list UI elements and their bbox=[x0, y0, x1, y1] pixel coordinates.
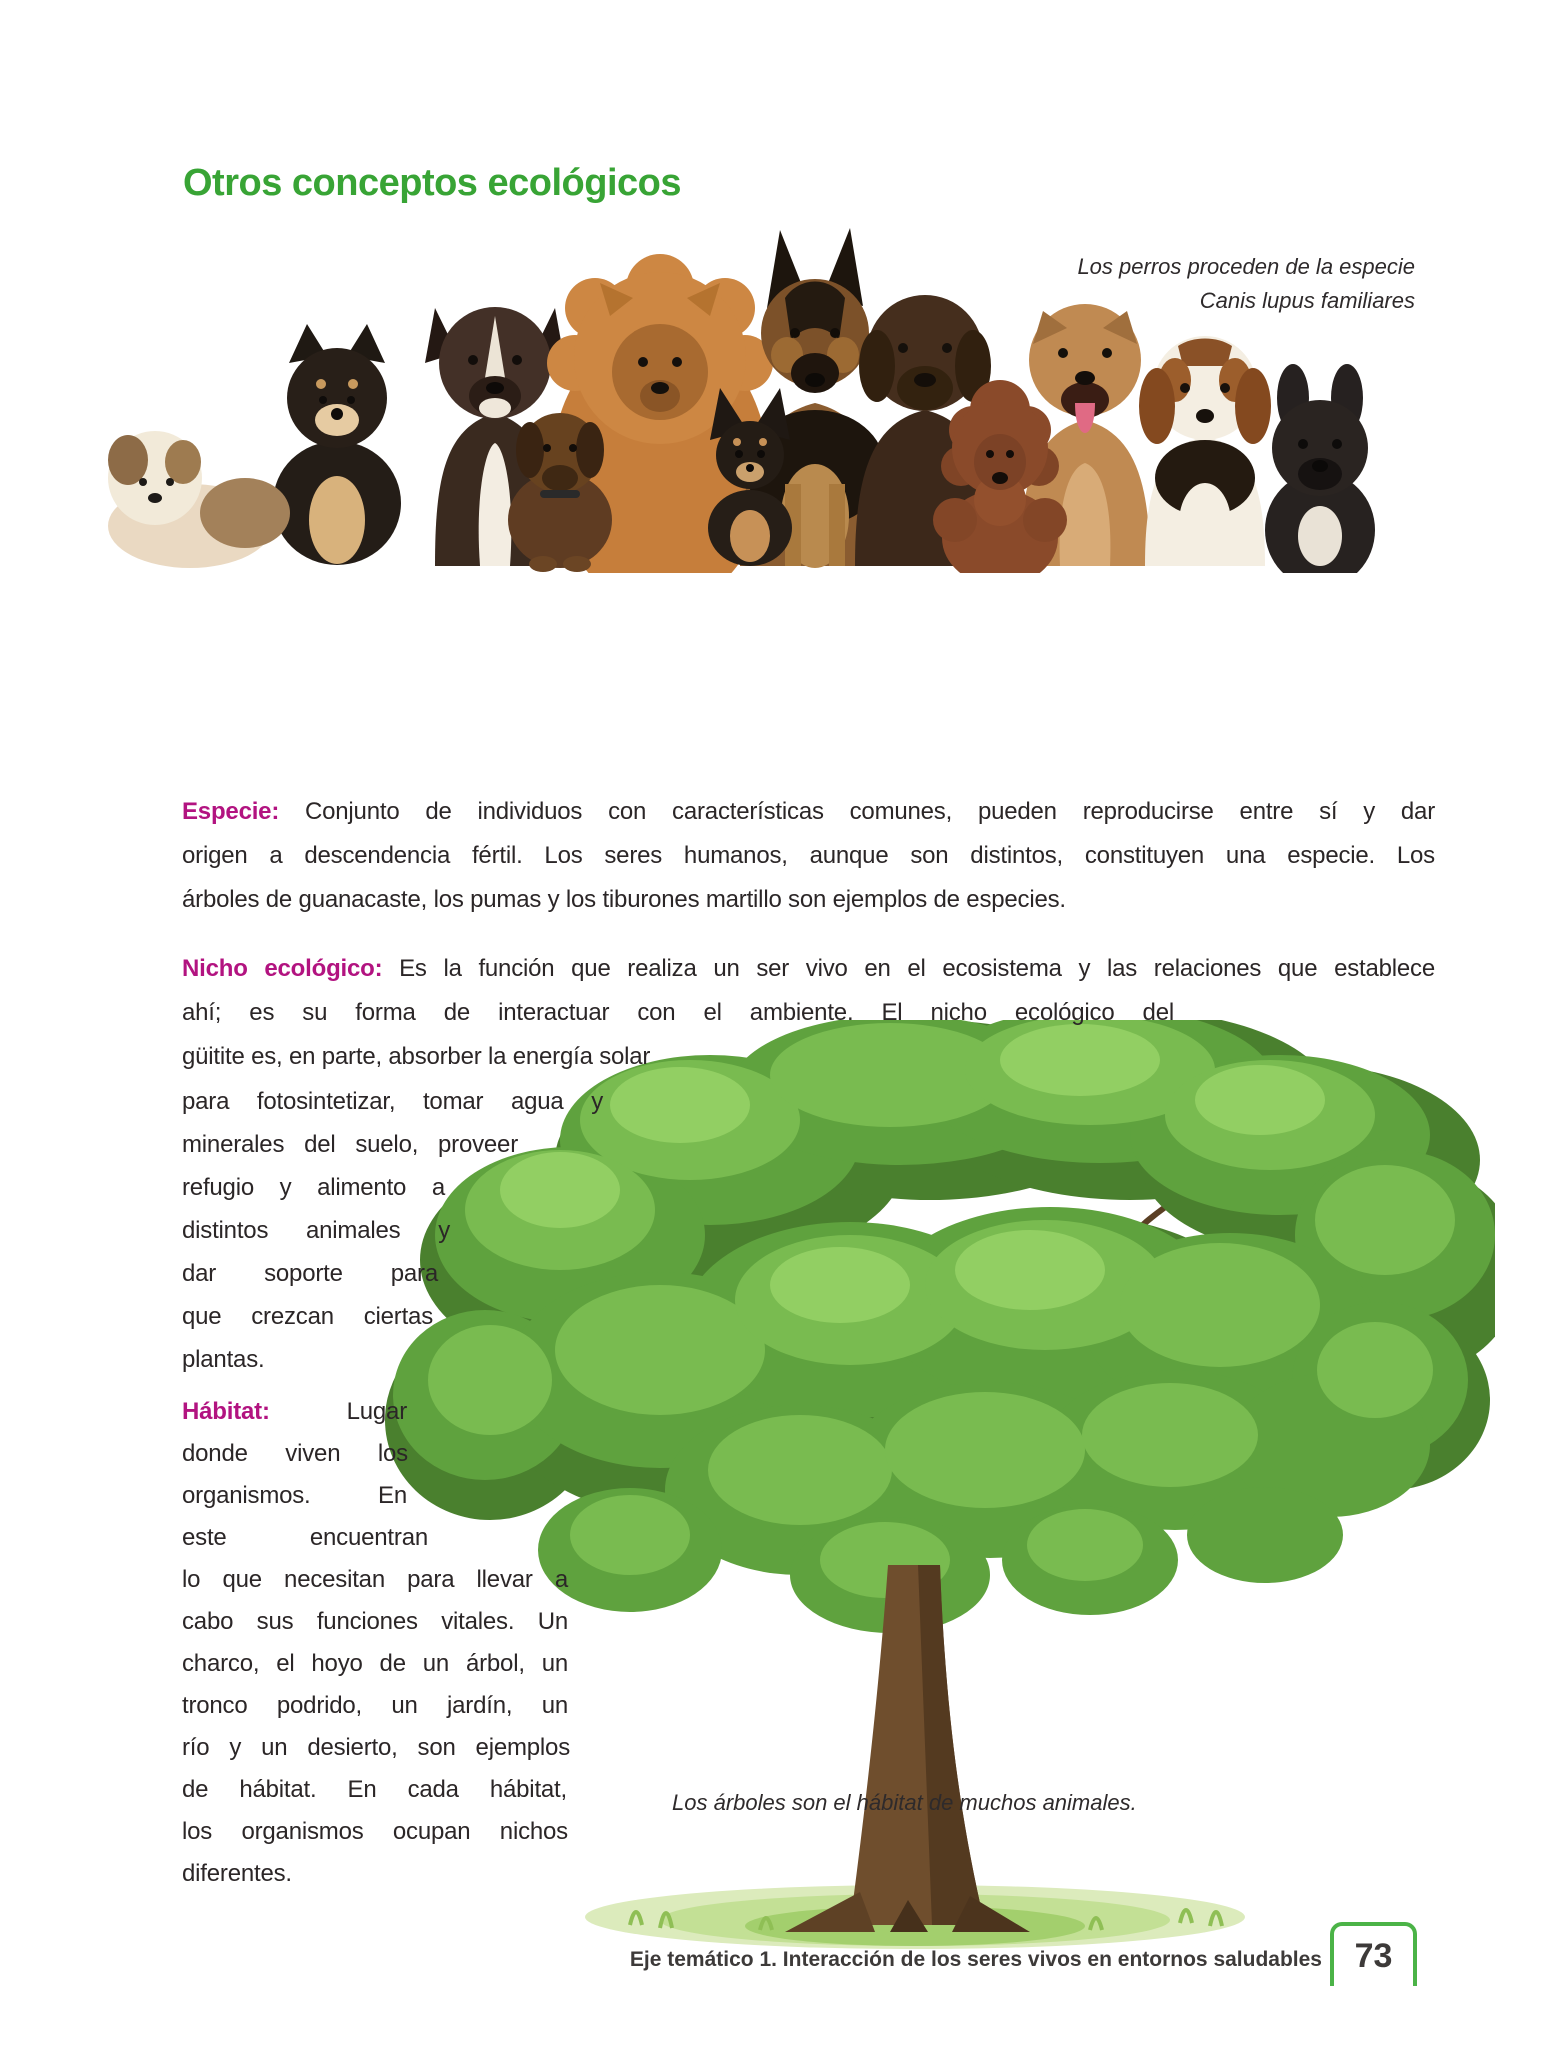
page-number: 73 bbox=[1354, 1936, 1393, 1975]
page-number-box bbox=[1330, 1922, 1417, 1986]
dog-shiba bbox=[273, 324, 401, 565]
text-line: donde viven los bbox=[182, 1440, 408, 1467]
text-line: lo que necesitan para llevar a bbox=[182, 1566, 568, 1593]
dogs-caption-line2: Canis lupus familiares bbox=[1199, 288, 1415, 313]
term-label-habitat: Hábitat: bbox=[182, 1398, 270, 1425]
dogs-caption-line1: Los perros proceden de la especie bbox=[1077, 254, 1415, 279]
text-line: cabo sus funciones vitales. Un bbox=[182, 1608, 568, 1635]
dog-shih-tzu-puppy bbox=[108, 431, 290, 568]
term-label-especie: Especie: bbox=[182, 798, 280, 825]
text-line: que crezcan ciertas bbox=[182, 1303, 433, 1330]
text-line: refugio y alimento a bbox=[182, 1174, 445, 1201]
dog-poodle bbox=[933, 380, 1067, 573]
text-line: árboles de guanacaste, los pumas y los tiburones martillo son ejemplos de especies. bbox=[182, 886, 1066, 913]
text-line: organismos. En bbox=[182, 1482, 407, 1509]
text-line: minerales del suelo, proveer bbox=[182, 1131, 518, 1158]
text-line: río y un desierto, son ejemplos bbox=[182, 1734, 570, 1761]
text-line: para fotosintetizar, tomar agua y bbox=[182, 1088, 603, 1115]
dogs-photo bbox=[95, 148, 1415, 573]
text-line: origen a descendencia fértil. Los seres humanos, aunque son distintos, constituyen una especie. Los bbox=[182, 842, 1435, 869]
tree-caption: Los árboles son el hábitat de muchos animales. bbox=[672, 1790, 1137, 1815]
text-line: distintos animales y bbox=[182, 1217, 450, 1244]
text-line: Especie: Conjunto de individuos con características comunes, pueden reproducirse entre sí y dar bbox=[182, 798, 1435, 825]
page-title: Otros conceptos ecológicos bbox=[183, 162, 681, 204]
text-line: dar soporte para bbox=[182, 1260, 438, 1287]
dog-dachshund bbox=[508, 413, 612, 572]
dog-beagle bbox=[1139, 336, 1271, 566]
tree-trunk bbox=[785, 1565, 1030, 1932]
dogs-caption bbox=[1077, 250, 1415, 318]
text-line: los organismos ocupan nichos bbox=[182, 1818, 568, 1845]
text-line: Nicho ecológico: Es la función que realiza un ser vivo en el ecosistema y las relaciones que establece bbox=[182, 955, 1436, 982]
footer-title: Eje temático 1. Interacción de los seres vivos en entornos saludables bbox=[629, 1948, 1322, 1971]
text-line: este encuentran bbox=[182, 1524, 428, 1551]
text-line: tronco podrido, un jardín, un bbox=[182, 1692, 568, 1719]
text-line: de hábitat. En cada hábitat, bbox=[182, 1776, 567, 1803]
term-label-nicho: Nicho ecológico: bbox=[182, 955, 383, 982]
dog-french-bulldog bbox=[1265, 364, 1375, 573]
text-line: Hábitat: Lugar bbox=[182, 1398, 407, 1425]
dogs-illustration bbox=[95, 148, 1415, 573]
text-line: güitite es, en parte, absorber la energía solar bbox=[182, 1043, 651, 1070]
text-line: charco, el hoyo de un árbol, un bbox=[182, 1650, 568, 1677]
text-line: diferentes. bbox=[182, 1860, 292, 1887]
text-line: plantas. bbox=[182, 1346, 265, 1373]
text-line: ahí; es su forma de interactuar con el ambiente. El nicho ecológico del bbox=[182, 999, 1174, 1026]
